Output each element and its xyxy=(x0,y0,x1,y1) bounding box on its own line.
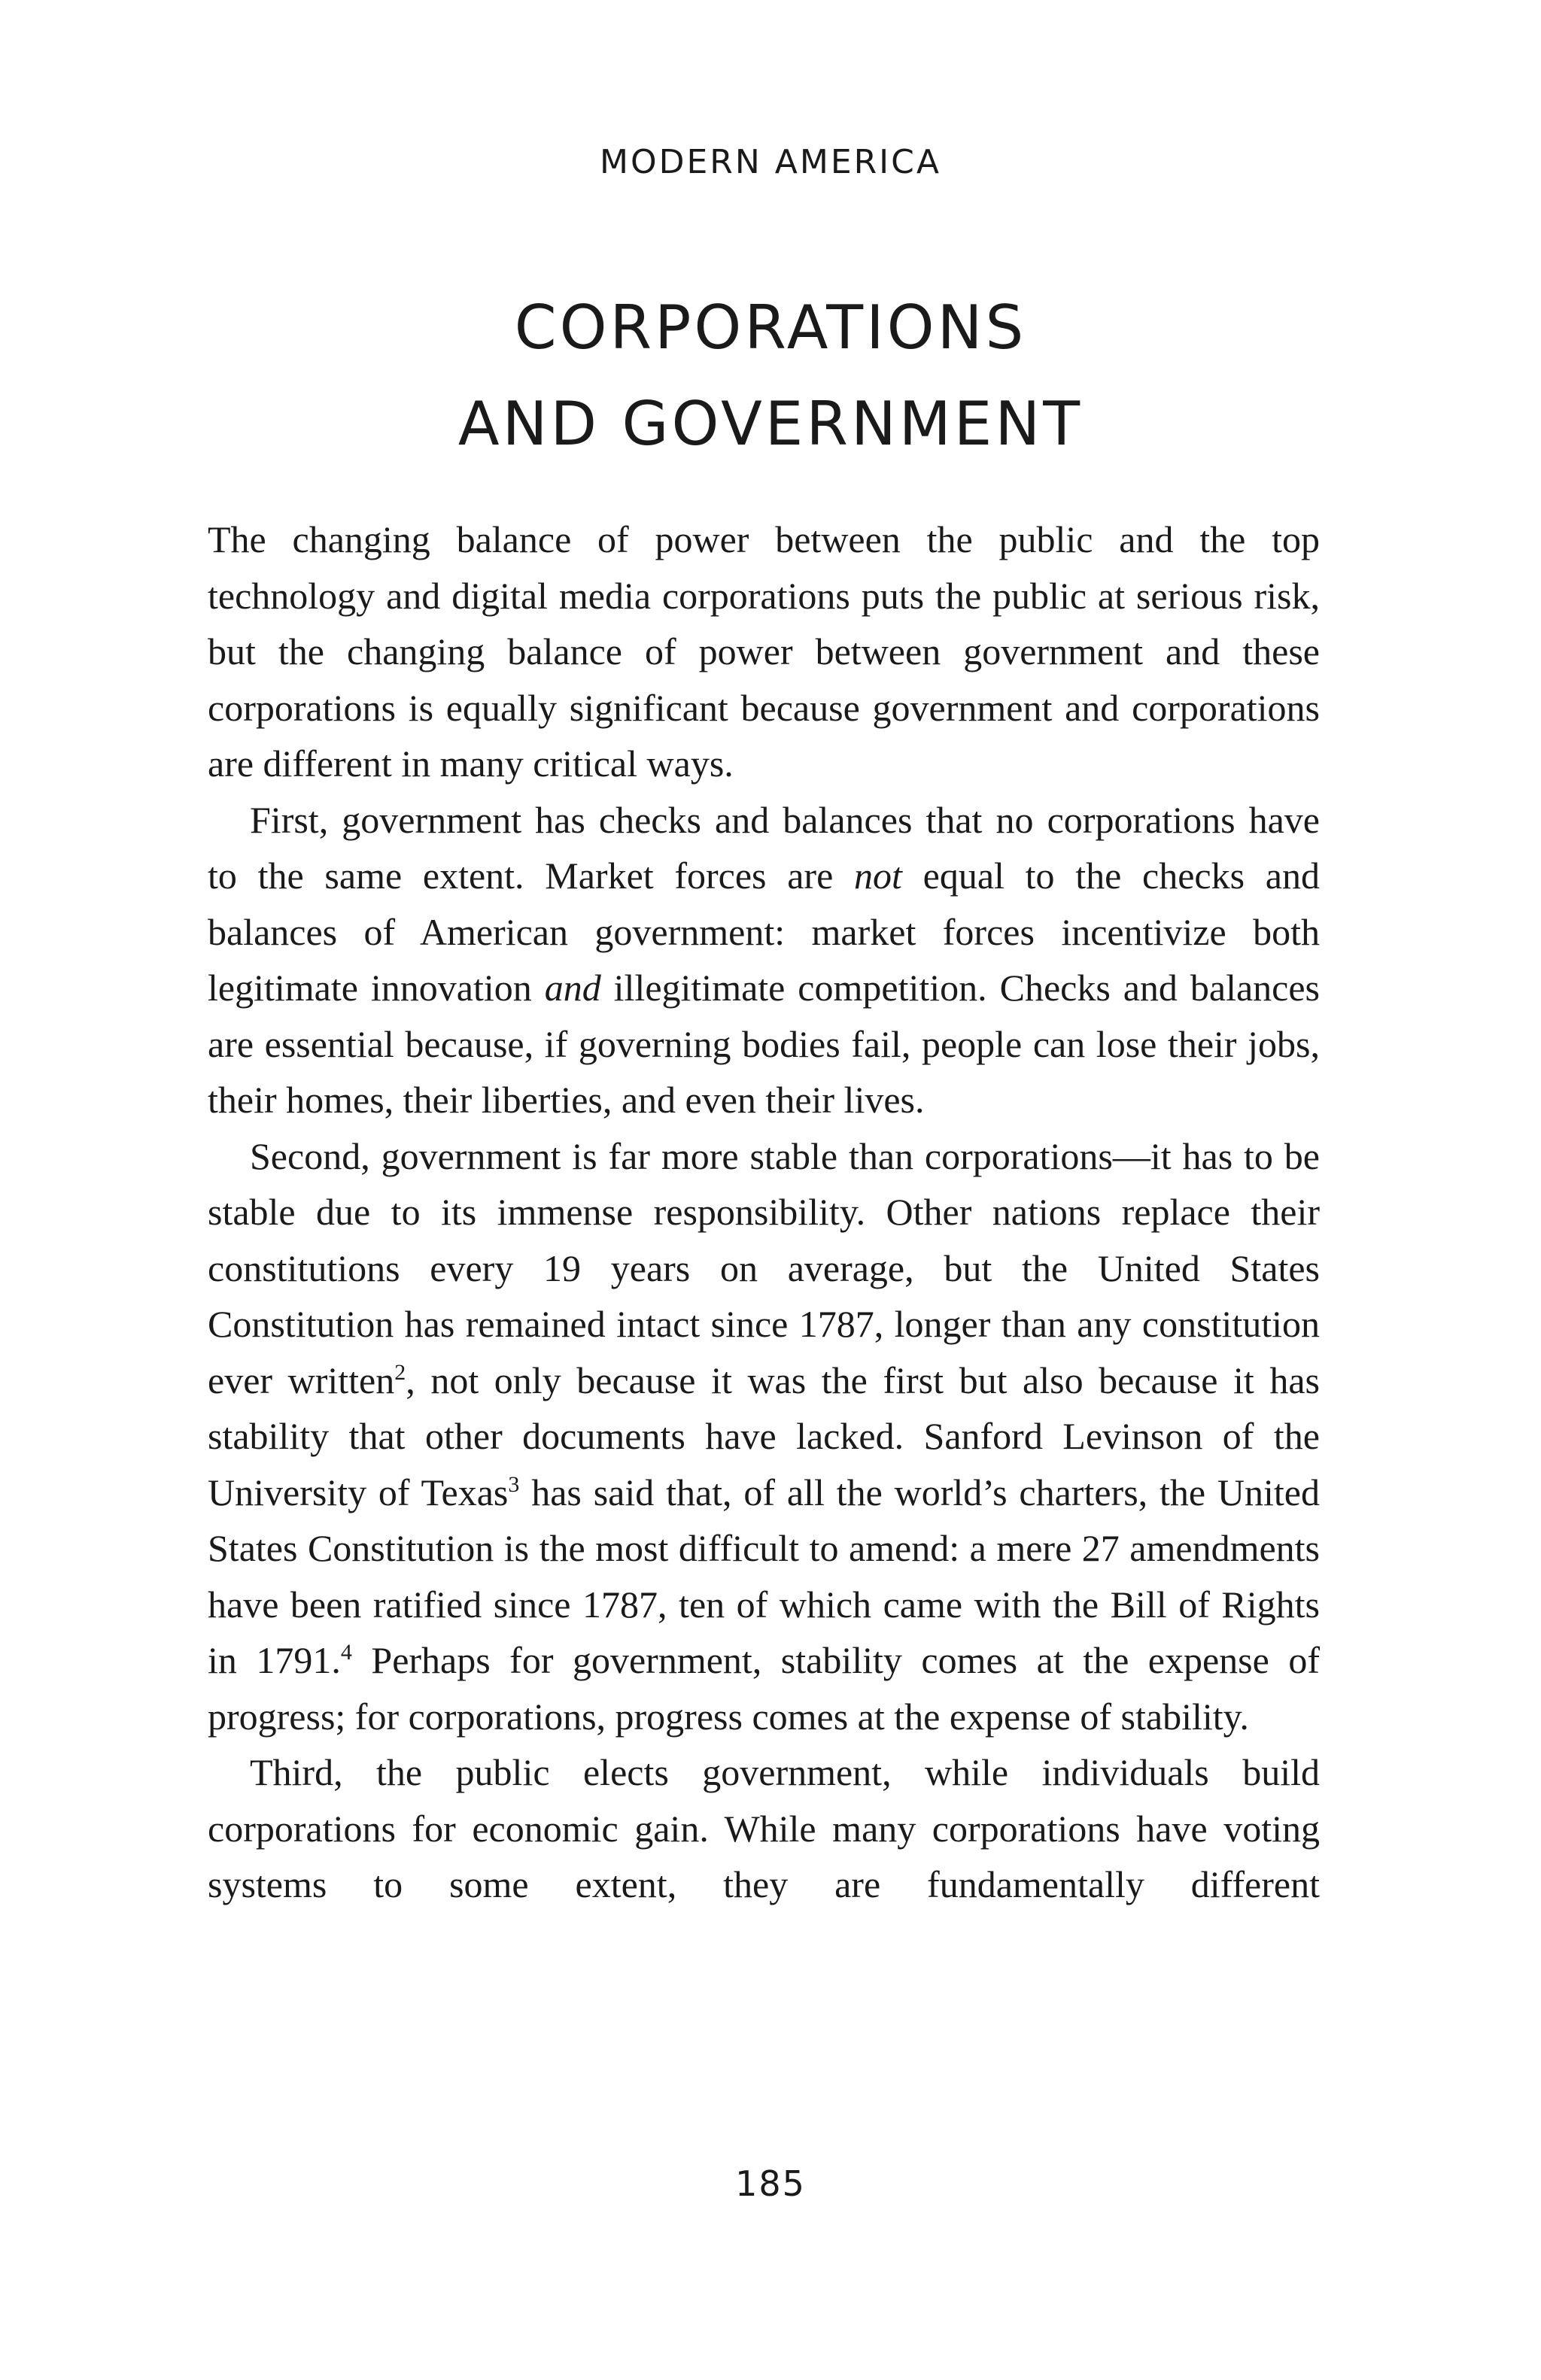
page-number: 185 xyxy=(735,2163,806,2204)
footnote-marker-3: 3 xyxy=(508,1471,520,1497)
paragraph-3-text-a: Second, government is far more stable than corporations—it has to be stable due to its immense responsibility. Other nations replace their constitutions every 19 years on average, but the United States Constitution has remained intact since 1787, longer than any constitution ever written xyxy=(208,1134,1320,1401)
paragraph-3-text-c: has said that, of all the world’s charters, the United States Constitution is the most difficult to amend: a mere 27 amendments have been ratified since 1787, ten of which came with the Bill of Rights in 1791. xyxy=(208,1471,1320,1681)
footnote-marker-4: 4 xyxy=(340,1640,352,1665)
paragraph-2-text-b: equal to the checks and balances of American government: market forces incentivize both legitimate innovation xyxy=(208,855,1320,1009)
body-text xyxy=(208,512,1320,1913)
running-head: MODERN AMERICA xyxy=(600,143,941,181)
paragraph-2-text-a: First, government has checks and balances that no corporations have to the same extent. Market forces are xyxy=(208,798,1320,897)
emphasis-and: and xyxy=(544,967,601,1009)
chapter-title xyxy=(0,280,1541,472)
footnote-marker-2: 2 xyxy=(394,1359,406,1385)
chapter-title-line-1: CORPORATIONS xyxy=(514,293,1027,363)
paragraph-4: Third, the public elects government, while individuals build corporations for economic gain. While many corporations have voting systems to some extent, they are fundamentally different xyxy=(208,1751,1320,1905)
chapter-title-line-2: AND GOVERNMENT xyxy=(457,389,1084,459)
paragraph-3-text-d: Perhaps for government, stability comes at the expense of progress; for corporations, progress comes at the expense of stability. xyxy=(208,1639,1320,1738)
paragraph-3 xyxy=(208,1128,1320,1745)
emphasis-not: not xyxy=(854,855,902,897)
paragraph-1: The changing balance of power between the public and the top technology and digital media corporations puts the public at serious risk, but the changing balance of power between government and these corporations is equally significant because government and corporations are different in many critical ways. xyxy=(208,518,1320,785)
paragraph-2-text-c: illegitimate competition. Checks and balances are essential because, if governing bodies fail, people can lose their jobs, their homes, their liberties, and even their lives. xyxy=(208,967,1321,1121)
paragraph-2 xyxy=(208,792,1320,1128)
paragraph-3-text-b: , not only because it was the first but also because it has stability that other documents have lacked. Sanford Levinson of the University of Texas xyxy=(208,1358,1320,1513)
